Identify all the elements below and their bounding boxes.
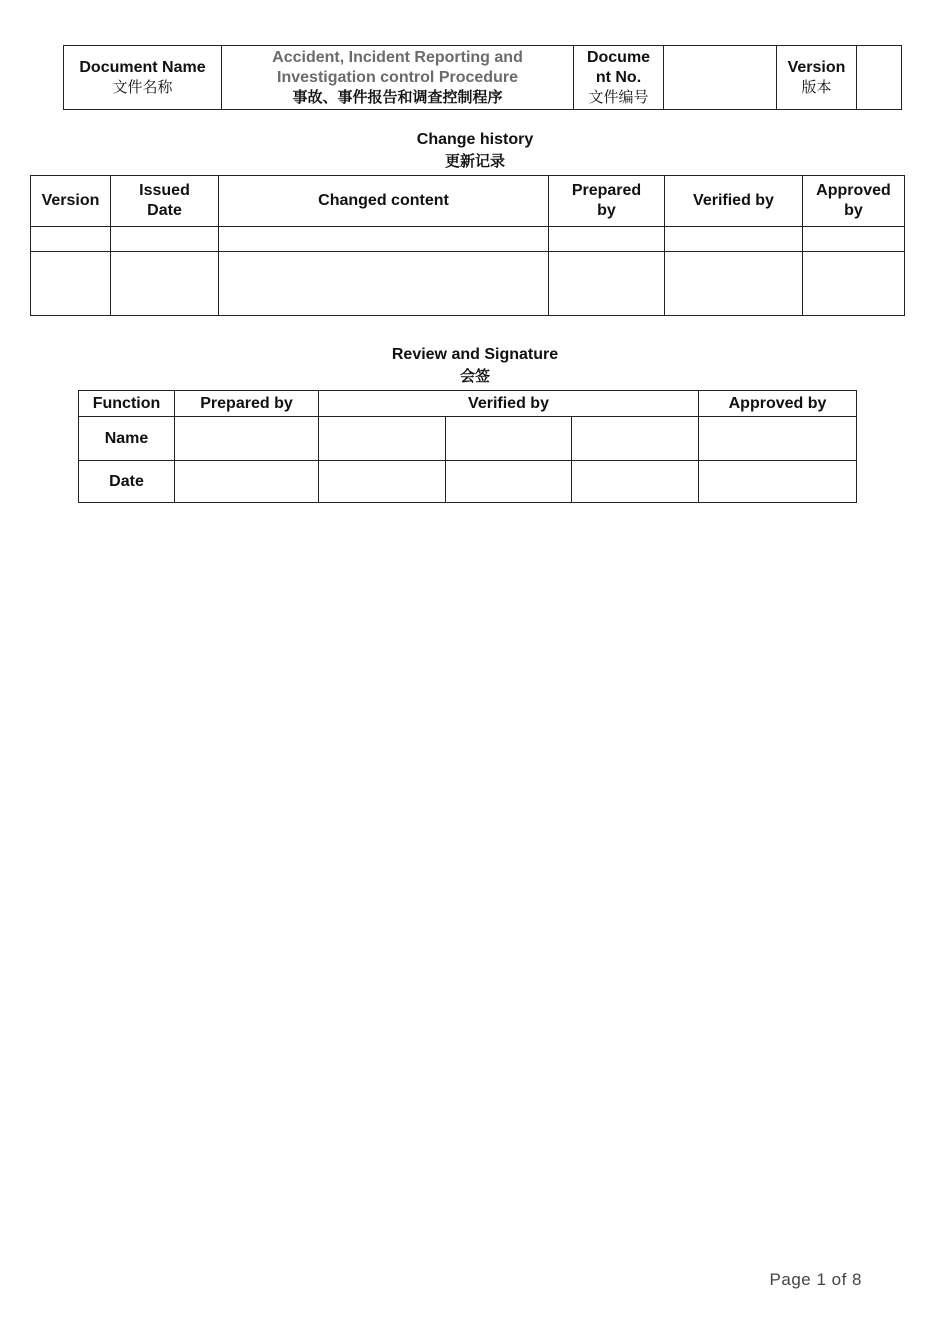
- version-label-zh: 版本: [801, 78, 832, 96]
- document-number-label-line2: nt No.: [595, 68, 642, 86]
- table-cell: [572, 461, 699, 503]
- table-cell: [111, 227, 219, 252]
- table-cell: [175, 461, 319, 503]
- table-cell: [446, 417, 572, 461]
- table-cell: [31, 252, 111, 316]
- col-prepared-by-line2: by: [597, 202, 616, 219]
- table-cell: [319, 417, 446, 461]
- review-signature-title: [0, 344, 950, 388]
- col-issued-date-line2: Date: [147, 202, 182, 219]
- col-prepared-by-line1: Prepared: [571, 182, 642, 199]
- col-approved-by-line2: by: [844, 202, 863, 219]
- date-label: Date: [79, 461, 175, 503]
- table-cell: [699, 417, 857, 461]
- table-row: [31, 227, 905, 252]
- col-changed-content: Changed content: [219, 176, 549, 227]
- review-name-row: [79, 417, 857, 461]
- change-history-title: [0, 129, 950, 173]
- version-label-cell: [777, 46, 857, 110]
- name-label: Name: [79, 417, 175, 461]
- document-header-table: [63, 45, 902, 110]
- review-signature-title-zh: 会签: [459, 368, 490, 385]
- document-title-cell: [222, 46, 574, 110]
- table-cell: [665, 227, 803, 252]
- review-signature-title-en: Review and Signature: [391, 346, 559, 363]
- change-history-title-zh: 更新记录: [444, 153, 505, 170]
- table-cell: [175, 417, 319, 461]
- change-history-table: [30, 175, 905, 316]
- change-history-header-row: [31, 176, 905, 227]
- table-cell: [803, 252, 905, 316]
- review-signature-table: [78, 390, 857, 503]
- prepared-by-label: Prepared by: [175, 391, 319, 417]
- col-version: Version: [31, 176, 111, 227]
- document-name-label-zh: 文件名称: [112, 78, 173, 96]
- verified-by-label: Verified by: [319, 391, 699, 417]
- function-label: Function: [79, 391, 175, 417]
- table-cell: [549, 227, 665, 252]
- document-name-label-cell: [64, 46, 222, 110]
- table-cell: [665, 252, 803, 316]
- document-number-label-cell: [574, 46, 664, 110]
- col-approved-by: [803, 176, 905, 227]
- col-approved-by-line1: Approved: [816, 182, 891, 199]
- table-cell: [219, 227, 549, 252]
- document-title-zh: 事故、事件报告和调查控制程序: [292, 88, 503, 106]
- change-history-title-en: Change history: [416, 131, 534, 148]
- table-cell: [803, 227, 905, 252]
- col-issued-date-line1: Issued: [139, 182, 190, 199]
- version-value: [857, 46, 902, 110]
- table-cell: [446, 461, 572, 503]
- review-header-row: [79, 391, 857, 417]
- review-date-row: [79, 461, 857, 503]
- col-prepared-by: [549, 176, 665, 227]
- document-number-label-zh: 文件编号: [588, 88, 649, 106]
- table-cell: [699, 461, 857, 503]
- table-cell: [111, 252, 219, 316]
- table-cell: [31, 227, 111, 252]
- version-label: Version: [787, 58, 846, 76]
- table-cell: [219, 252, 549, 316]
- approved-by-label: Approved by: [699, 391, 857, 417]
- col-verified-by: Verified by: [665, 176, 803, 227]
- table-cell: [319, 461, 446, 503]
- document-title-en-line2: Investigation control Procedure: [277, 68, 518, 86]
- document-name-label: Document Name: [79, 58, 206, 76]
- document-number-label-line1: Docume: [586, 48, 651, 66]
- page-number: Page 1 of 8: [769, 1270, 862, 1289]
- col-issued-date: [111, 176, 219, 227]
- table-cell: [572, 417, 699, 461]
- document-title-en-line1: Accident, Incident Reporting and: [272, 48, 523, 66]
- table-cell: [549, 252, 665, 316]
- document-number-value: [664, 46, 777, 110]
- table-row: [31, 252, 905, 316]
